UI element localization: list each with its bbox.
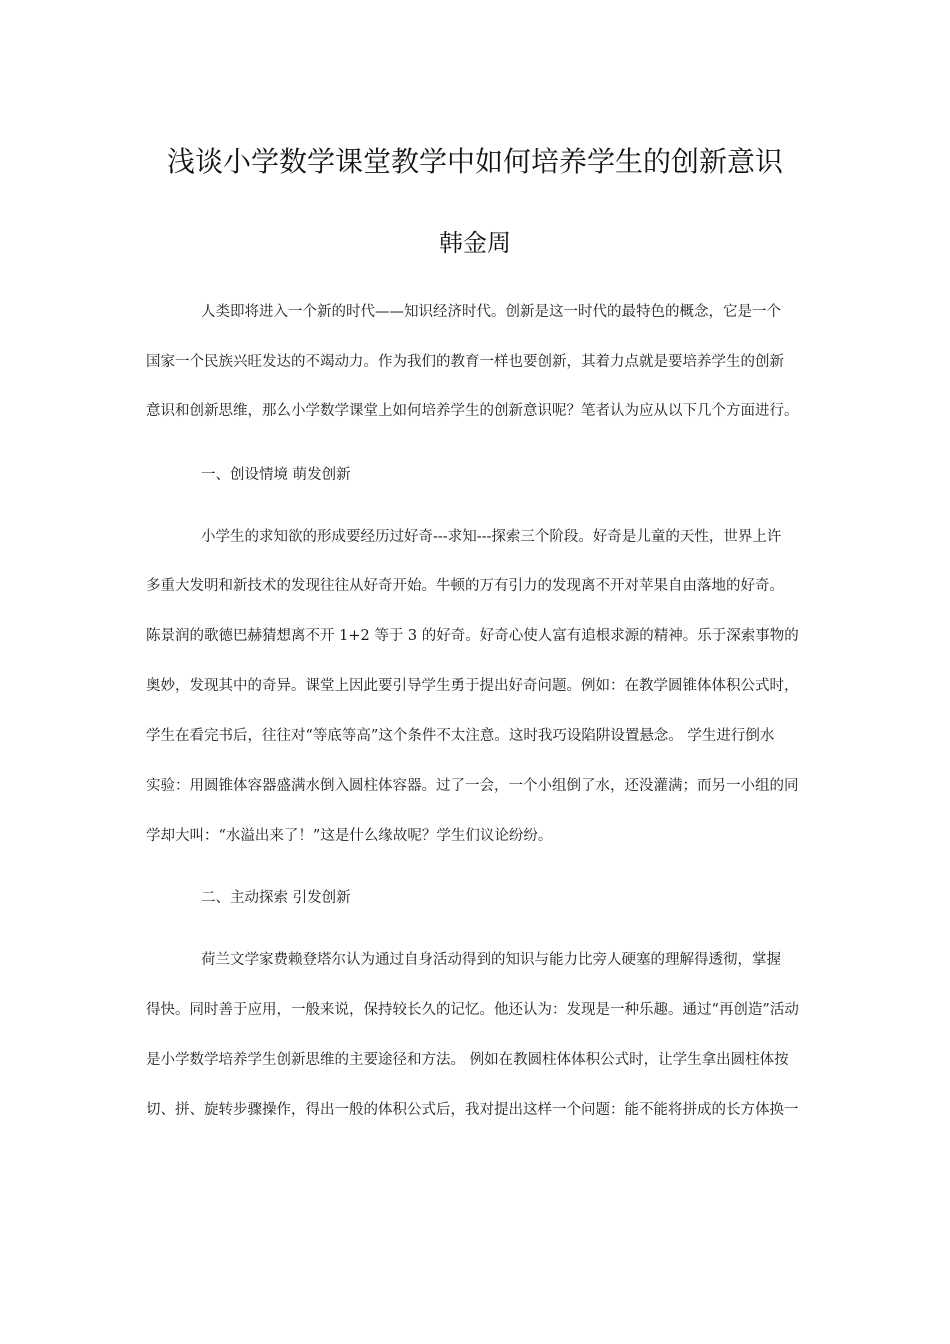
paragraph-line: 陈景润的歌德巴赫猜想离不开 1+2 等于 3 的好奇。好奇心使人富有追根求源的精神。乐于深索事物的 [146, 628, 799, 644]
paragraph-line: 实验：用圆锥体容器盛满水倒入圆柱体容器。过了一会，一个小组倒了水，还没灌满；而另一小组的同 [146, 778, 799, 794]
document-author: 韩金周 [439, 229, 511, 257]
paragraph-line: 多重大发明和新技术的发现往往从好奇开始。牛顿的万有引力的发现离不开对苹果自由落地的好奇。 [146, 578, 784, 594]
paragraph-line: 得快。同时善于应用，一般来说，保持较长久的记忆。他还认为：发现是一种乐趣。通过“再创造”活动 [146, 1002, 799, 1018]
paragraph-line: 小学生的求知欲的形成要经历过好奇---求知---探索三个阶段。好奇是儿童的天性，世界上许 [201, 529, 782, 545]
paragraph-line: 学生在看完书后，往往对“等底等高”这个条件不太注意。这时我巧设陷阱设置悬念。 学生进行倒水 [146, 728, 775, 744]
paragraph-line: 人类即将进入一个新的时代——知识经济时代。创新是这一时代的最特色的概念，它是一个 [201, 304, 781, 320]
paragraph-line: 国家一个民族兴旺发达的不竭动力。作为我们的教育一样也要创新，其着力点就是要培养学生的创新 [146, 354, 784, 370]
paragraph-line: 切、拼、旋转步骤操作，得出一般的体积公式后，我对提出这样一个问题：能不能将拼成的长方体换一 [146, 1102, 799, 1118]
paragraph-line: 荷兰文学家费赖登塔尔认为通过自身活动得到的知识与能力比旁人硬塞的理解得透彻，掌握 [201, 952, 781, 968]
paragraph-line: 是小学数学培养学生创新思维的主要途径和方法。 例如在教圆柱体体积公式时，让学生拿出圆柱体按 [146, 1052, 789, 1068]
paragraph-line: 意识和创新思维，那么小学数学课堂上如何培养学生的创新意识呢？笔者认为应从以下几个方面进行。 [146, 403, 799, 419]
section-heading: 一、创设情境 萌发创新 [201, 467, 351, 483]
section-heading: 二、主动探索 引发创新 [201, 890, 351, 906]
paragraph-line: 奥妙，发现其中的奇异。课堂上因此要引导学生勇于提出好奇问题。例如：在教学圆锥体体积公式时， [146, 678, 799, 694]
paragraph-line: 学却大叫：“水溢出来了！”这是什么缘故呢？学生们议论纷纷。 [146, 828, 553, 844]
document-title: 浅谈小学数学课堂教学中如何培养学生的创新意识 [166, 145, 783, 178]
